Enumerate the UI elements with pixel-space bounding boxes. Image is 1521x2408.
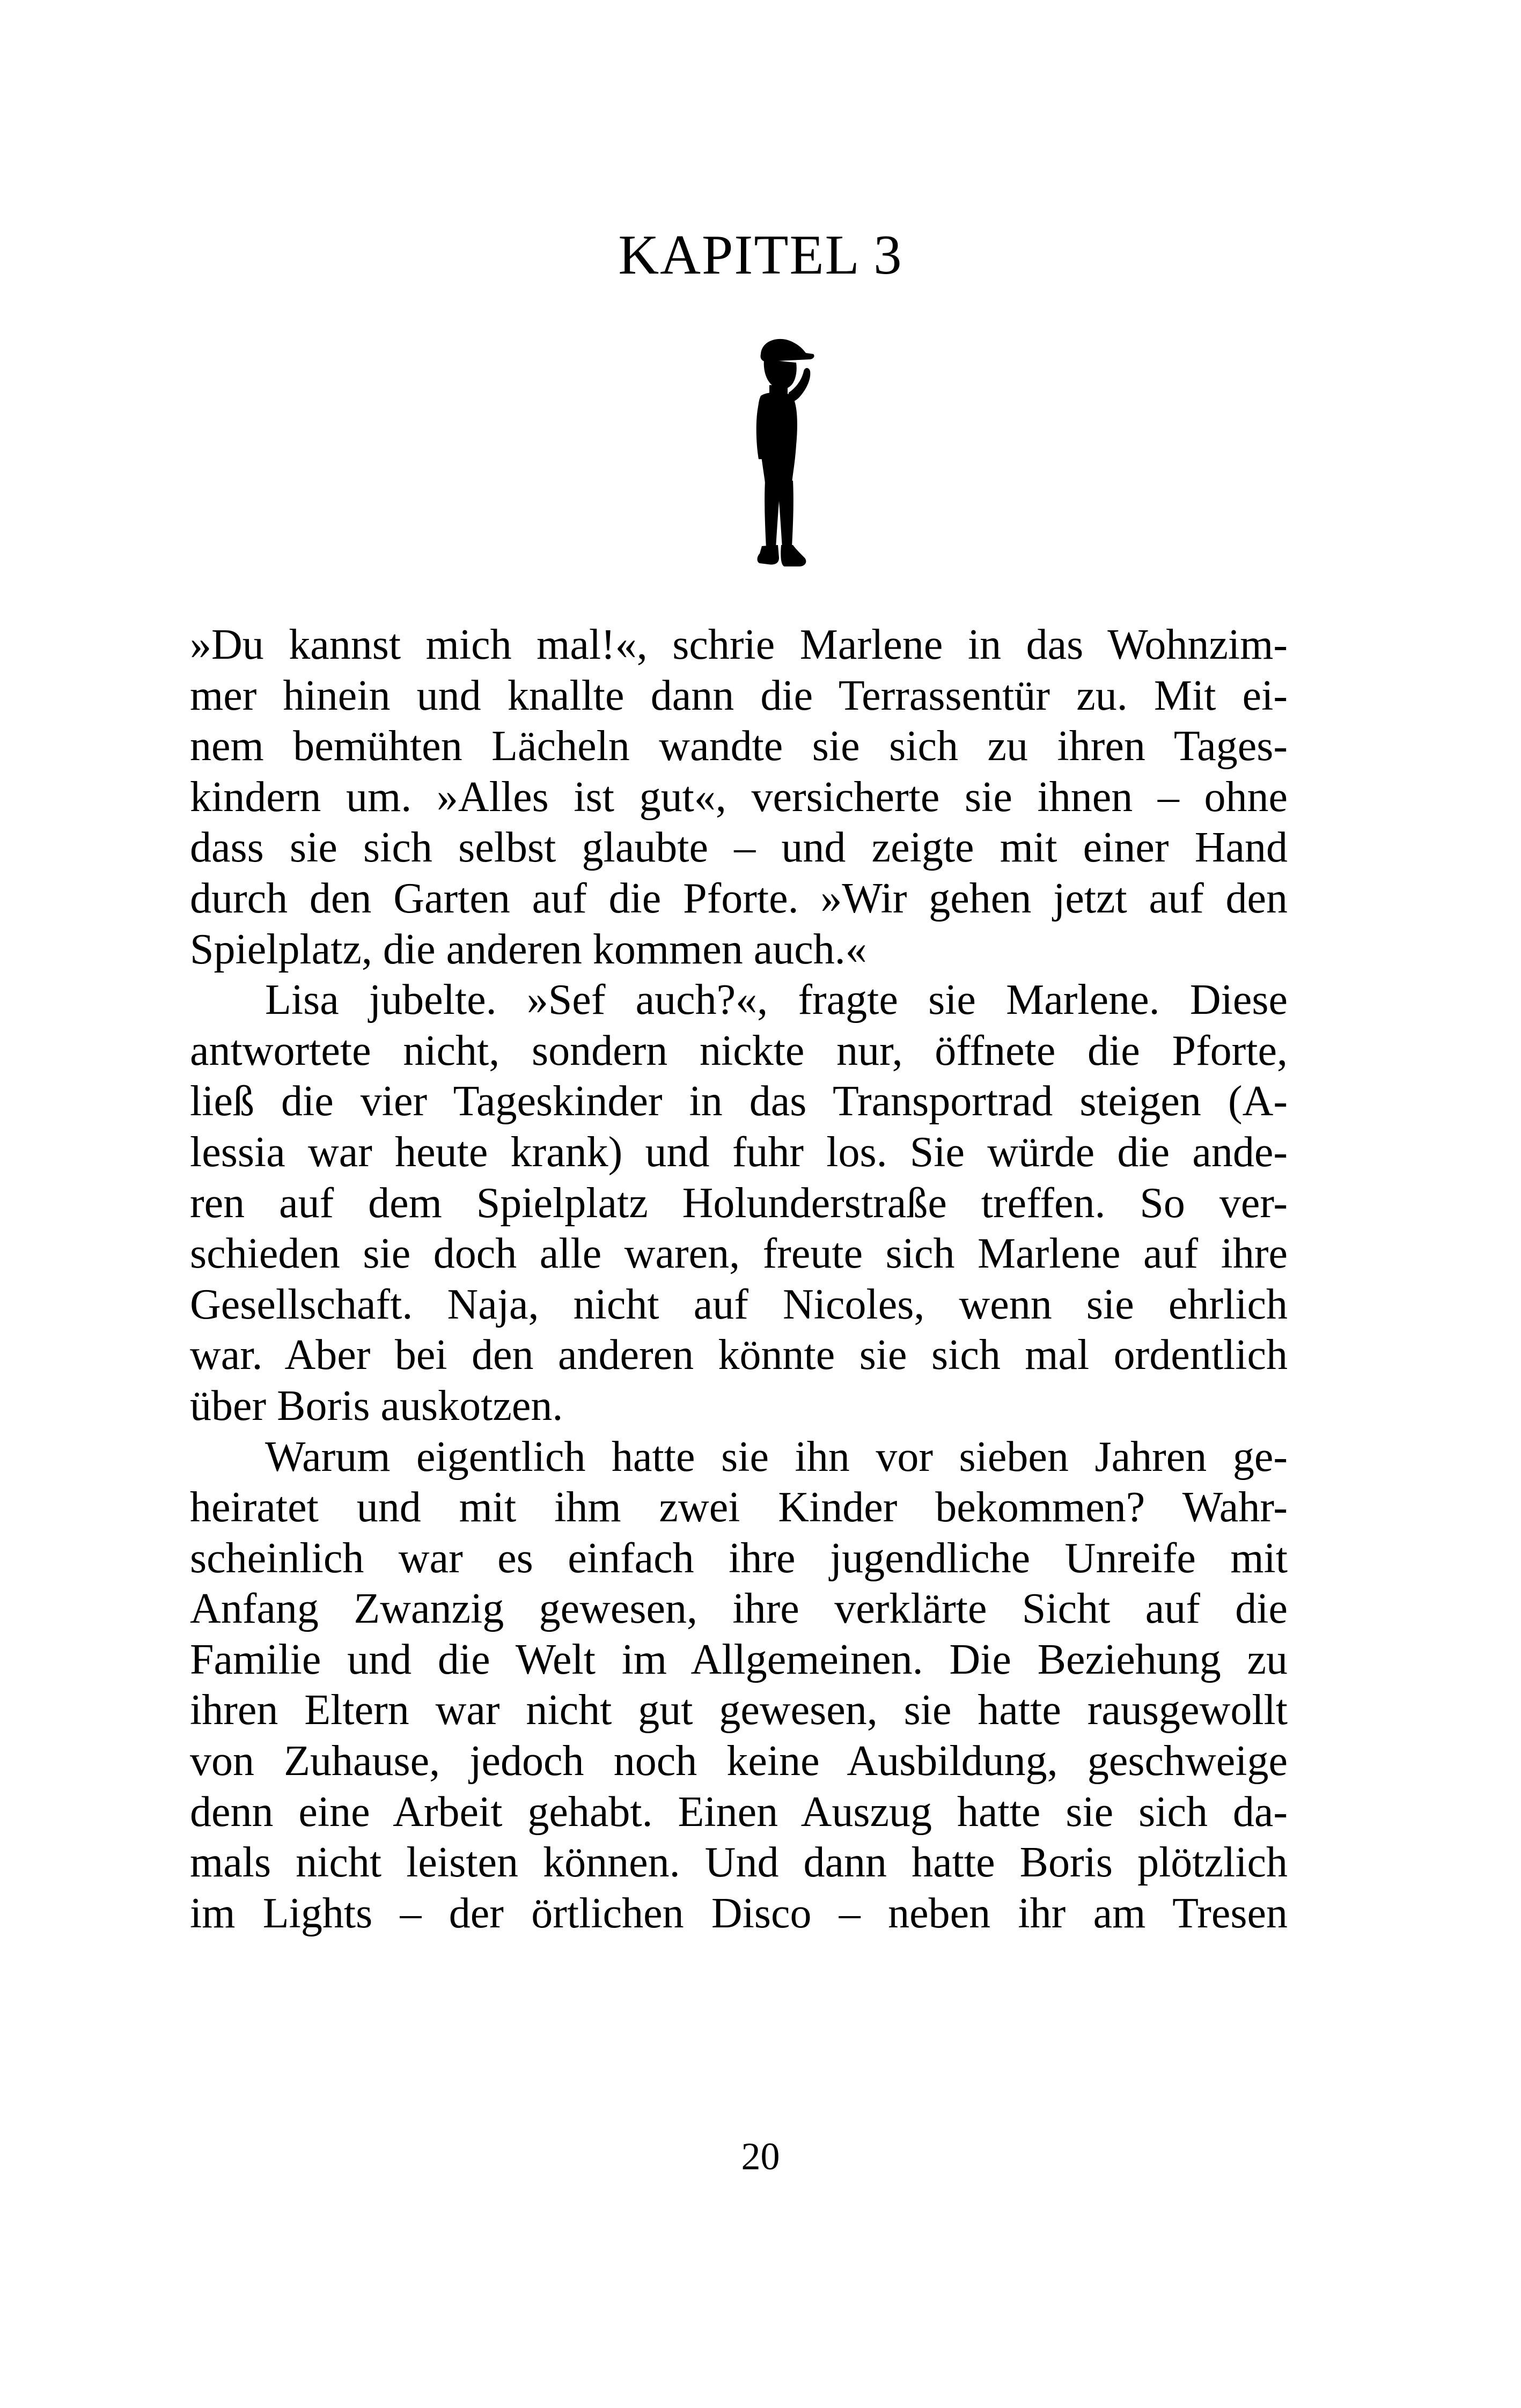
chapter-title: KAPITEL 3	[618, 223, 903, 286]
text-line: Anfang Zwanzig gewesen, ihre verklärte Sicht auf die	[190, 1585, 1288, 1633]
text-line: ließ die vier Tageskinder in das Transportrad steigen (A-	[190, 1078, 1288, 1125]
text-line: war. Aber bei den anderen könnte sie sich mal ordentlich	[190, 1331, 1288, 1379]
text-line: durch den Garten auf die Pforte. »Wir gehen jetzt auf den	[190, 874, 1288, 922]
text-line: im Lights – der örtlichen Disco – neben ihr am Tresen	[190, 1889, 1288, 1937]
text-line: denn eine Arbeit gehabt. Einen Auszug hatte sie sich da-	[190, 1788, 1288, 1836]
child-silhouette-icon	[735, 333, 826, 579]
text-line: Lisa jubelte. »Sef auch?«, fragte sie Marlene. Diese	[265, 976, 1288, 1024]
text-line: mals nicht leisten können. Und dann hatte Boris plötzlich	[190, 1839, 1288, 1887]
text-line: von Zuhause, jedoch noch keine Ausbildung, geschweige	[190, 1737, 1288, 1785]
text-line: Gesellschaft. Naja, nicht auf Nicoles, wenn sie ehrlich	[190, 1280, 1288, 1328]
text-line: Familie und die Welt im Allgemeinen. Die Beziehung zu	[190, 1636, 1288, 1683]
text-line: scheinlich war es einfach ihre jugendliche Unreife mit	[190, 1534, 1288, 1582]
text-line: dass sie sich selbst glaubte – und zeigte mit einer Hand	[190, 824, 1288, 872]
text-line: kindern um. »Alles ist gut«, versicherte sie ihnen – ohne	[190, 773, 1288, 821]
text-line: ren auf dem Spielplatz Holunderstraße treffen. So ver-	[190, 1179, 1288, 1227]
text-line: mer hinein und knallte dann die Terrassentür zu. Mit ei-	[190, 672, 1288, 719]
text-line: heiratet und mit ihm zwei Kinder bekommen? Wahr-	[190, 1484, 1288, 1531]
text-line: antwortete nicht, sondern nickte nur, öffnete die Pforte,	[190, 1027, 1288, 1074]
text-line: über Boris auskotzen.	[190, 1382, 563, 1430]
text-line: Warum eigentlich hatte sie ihn vor sieben Jahren ge-	[265, 1433, 1288, 1481]
text-line: lessia war heute krank) und fuhr los. Sie würde die ande-	[190, 1128, 1288, 1176]
chapter-body	[190, 620, 1288, 1939]
text-line: »Du kannst mich mal!«, schrie Marlene in das Wohnzim-	[190, 621, 1288, 668]
text-line: Spielplatz, die anderen kommen auch.«	[190, 925, 867, 973]
page-number: 20	[741, 2135, 780, 2178]
text-line: ihren Eltern war nicht gut gewesen, sie hatte rausgewollt	[190, 1687, 1288, 1734]
text-line: nem bemühten Lächeln wandte sie sich zu ihren Tages-	[190, 723, 1288, 770]
text-line: schieden sie doch alle waren, freute sich Marlene auf ihre	[190, 1230, 1288, 1278]
